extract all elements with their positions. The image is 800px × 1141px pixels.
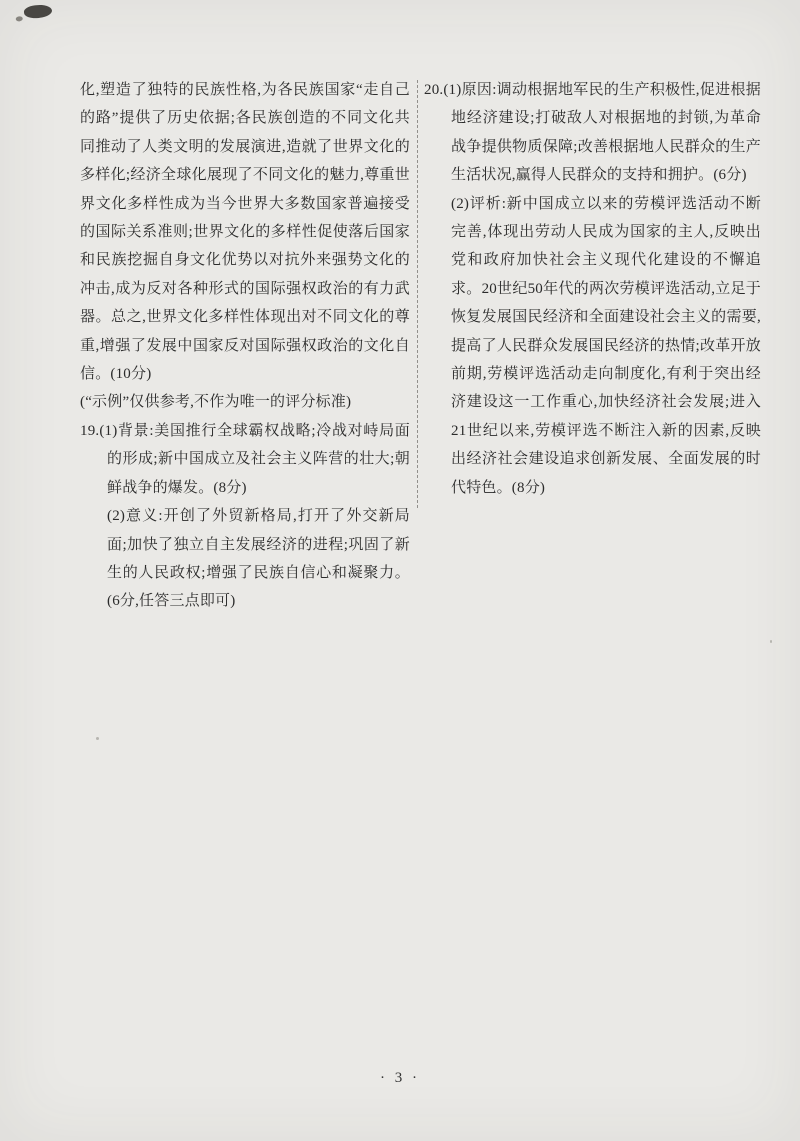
scan-smudge-artifact xyxy=(23,3,52,19)
answer-20-block xyxy=(424,76,761,502)
grading-note: (“示例”仅供参考,不作为唯一的评分标准) xyxy=(80,394,352,411)
question-19-number: 19. xyxy=(80,422,100,439)
left-column xyxy=(80,76,410,616)
page-number: · 3 · xyxy=(380,1070,420,1086)
answer-19-part1-paragraph xyxy=(80,417,410,502)
answer-19-block xyxy=(80,417,410,616)
scan-speck xyxy=(96,737,99,740)
answer-20-part2-paragraph: (2)评析:新中国成立以来的劳模评选活动不断完善,体现出劳动人民成为国家的主人,反映出党和政府加快社会主义现代化建设的不懈追求。20世纪50年代的两次劳模评选活动,立足于恢复发展国民经济和全面建设社会主义的需要,提高了人民群众发展国民经济的热情;改革开放前期,劳模评选活动走向制度化,有利于突出经济建设这一工作重心,加快经济社会发展;进入21世纪以来,劳模评选不断注入新的因素,反映出经济社会建设追求创新发展、全面发展的时代特色。(8分) xyxy=(451,195,761,496)
column-divider-dashed-line xyxy=(417,80,418,508)
answer-19-part2-paragraph: (2)意义:开创了外贸新格局,打开了外交新局面;加快了独立自主发展经济的进程;巩固了新生的人民政权;增强了民族自信心和凝聚力。(6分,任答三点即可) xyxy=(107,508,410,610)
answer-19-part1-text: (1)背景:美国推行全球霸权战略;冷战对峙局面的形成;新中国成立及社会主义阵营的壮大;朝鲜战争的爆发。(8分) xyxy=(99,422,410,496)
answer18-continuation-paragraph: 化,塑造了独特的民族性格,为各民族国家“走自己的路”提供了历史依据;各民族创造的不同文化共同推动了人类文明的发展演进,造就了世界文化的多样化;经济全球化展现了不同文化的魅力,尊重世界文化多样性成为当今世界大多数国家普遍接受的国际关系准则;世界文化的多样性促使落后国家和民族挖掘自身文化优势以对抗外来强势文化的冲击,成为反对各种形式的国际强权政治的有力武器。总之,世界文化多样性体现出对不同文化的尊重,增强了发展中国家反对国际强权政治的文化自信。(10分) xyxy=(80,82,410,383)
scan-speck xyxy=(770,640,772,643)
answer-20-part1-paragraph xyxy=(424,76,761,190)
answer-20-part1-text: (1)原因:调动根据地军民的生产积极性,促进根据地经济建设;打破敌人对根据地的封锁,为革命战争提供物质保障;改善根据地人民群众的生产生活状况,赢得人民群众的支持和拥护。(6分) xyxy=(443,82,761,184)
right-column xyxy=(424,76,761,502)
question-20-number: 20. xyxy=(424,82,444,98)
